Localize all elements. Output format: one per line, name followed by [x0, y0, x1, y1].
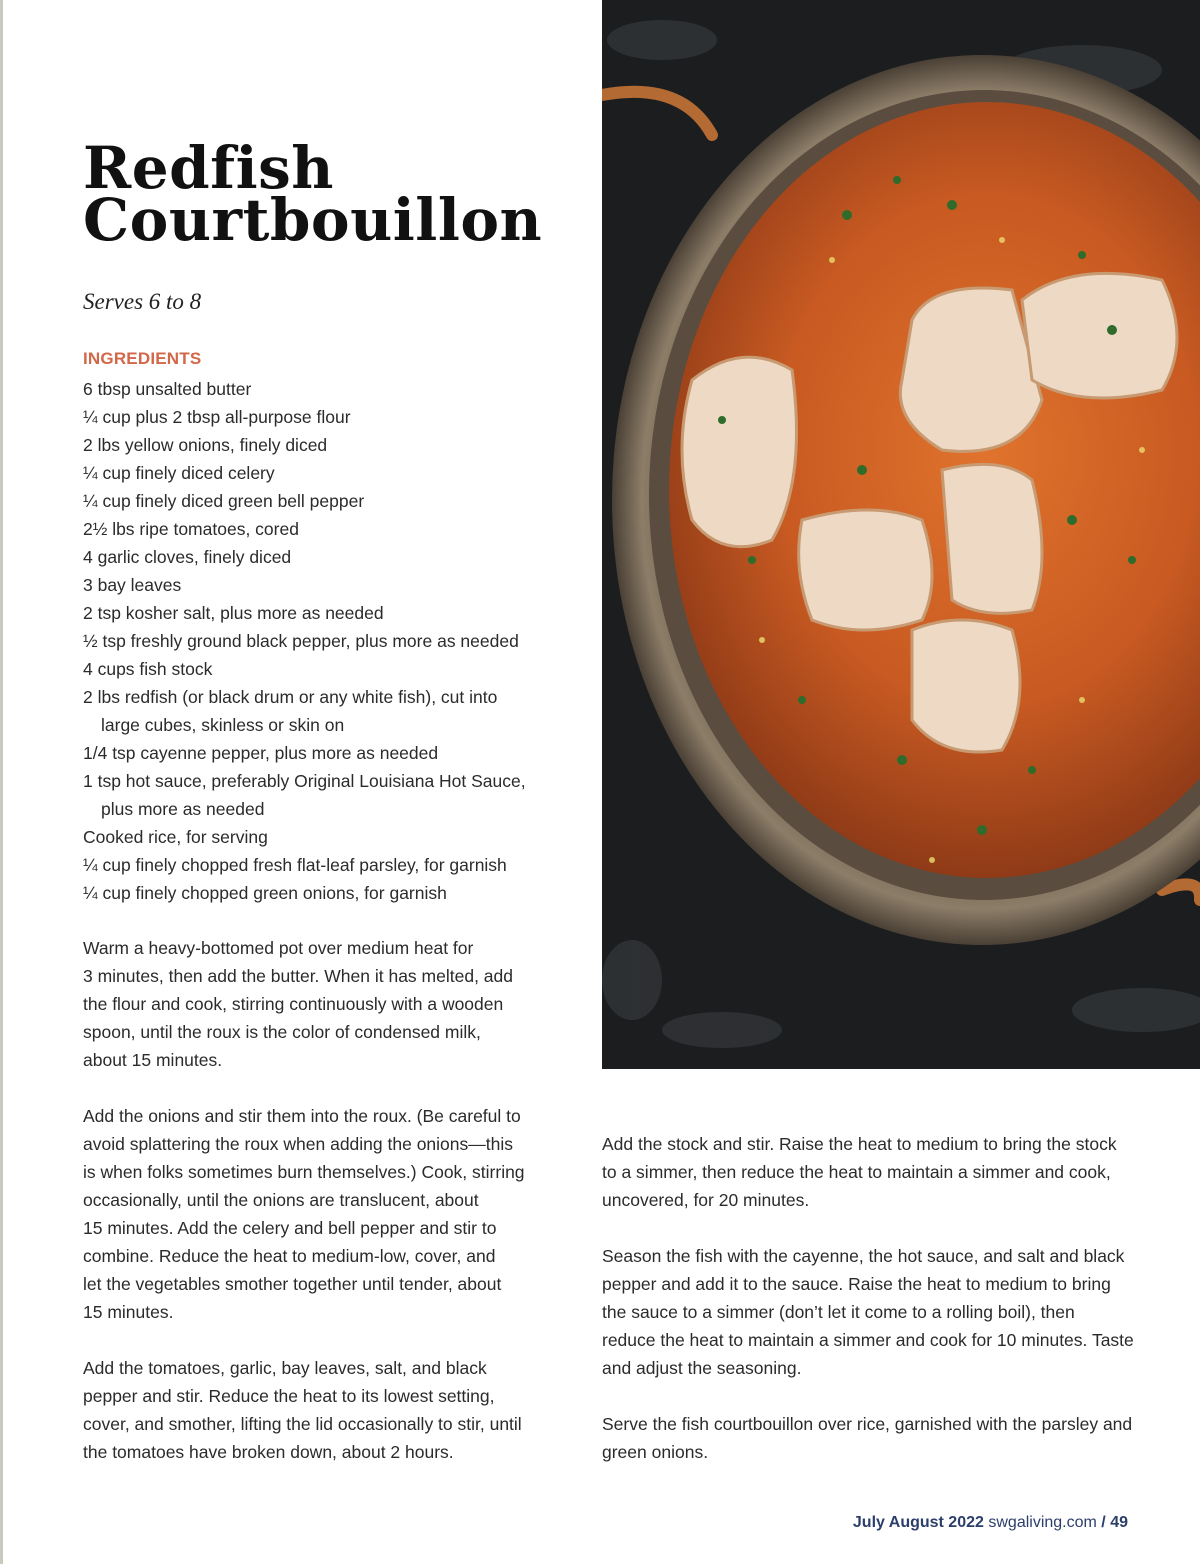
- ingredient-continuation: large cubes, skinless or skin on: [101, 715, 345, 735]
- courtbouillon-photo: [602, 0, 1200, 1069]
- text-line: spoon, until the roux is the color of condensed milk,: [83, 1022, 481, 1042]
- ingredient-item: 4 cups fish stock: [83, 659, 213, 679]
- text-line: 15 minutes.: [83, 1302, 174, 1322]
- ingredient-item: 6 tbsp unsalted butter: [83, 379, 252, 399]
- ingredient-item: 1/4 tsp cayenne pepper, plus more as needed: [83, 743, 439, 763]
- text-line: 3 minutes, then add the butter. When it has melted, add: [83, 966, 513, 986]
- ingredients-list: [83, 375, 553, 907]
- text-line: to a simmer, then reduce the heat to maintain a simmer and cook,: [602, 1162, 1111, 1182]
- ingredient-item: ¼ cup finely diced green bell pepper: [83, 491, 365, 511]
- page-number: 49: [1110, 1514, 1128, 1531]
- text-line: combine. Reduce the heat to medium-low, cover, and: [83, 1246, 496, 1266]
- step-paragraph-serve: [602, 1410, 1162, 1466]
- text-line: is when folks sometimes burn themselves.) Cook, stirring: [83, 1162, 525, 1182]
- ingredient-item: 2 tsp kosher salt, plus more as needed: [83, 603, 384, 623]
- text-line: Season the fish with the cayenne, the hot sauce, and salt and black: [602, 1246, 1125, 1266]
- text-line: let the vegetables smother together until tender, about: [83, 1274, 502, 1294]
- pot-illustration: [602, 0, 1200, 1069]
- text-line: about 15 minutes.: [83, 1050, 223, 1070]
- ingredient-item: 3 bay leaves: [83, 575, 182, 595]
- text-line: green onions.: [602, 1442, 709, 1462]
- text-line: Serve the fish courtbouillon over rice, garnished with the parsley and: [602, 1414, 1133, 1434]
- text-line: 15 minutes. Add the celery and bell pepper and stir to: [83, 1218, 497, 1238]
- ingredient-item: 4 garlic cloves, finely diced: [83, 547, 292, 567]
- text-line: cover, and smother, lifting the lid occasionally to stir, until: [83, 1414, 522, 1434]
- ingredient-item: ½ tsp freshly ground black pepper, plus more as needed: [83, 631, 519, 651]
- text-line: the flour and cook, stirring continuously with a wooden: [83, 994, 504, 1014]
- title-line-1: Redfish: [83, 134, 334, 202]
- ingredients-heading: INGREDIENTS: [83, 349, 202, 368]
- ingredient-item: 2½ lbs ripe tomatoes, cored: [83, 519, 299, 539]
- title-line-2: Courtbouillon: [83, 186, 543, 254]
- text-line: Add the onions and stir them into the roux. (Be careful to: [83, 1106, 521, 1126]
- ingredient-item: 2 lbs yellow onions, finely diced: [83, 435, 328, 455]
- text-line: reduce the heat to maintain a simmer and cook for 10 minutes. Taste: [602, 1330, 1134, 1350]
- text-line: the tomatoes have broken down, about 2 hours.: [83, 1442, 454, 1462]
- text-line: Add the tomatoes, garlic, bay leaves, salt, and black: [83, 1358, 487, 1378]
- ingredient-item: ¼ cup finely diced celery: [83, 463, 275, 483]
- page-footer: [853, 1514, 1128, 1532]
- servings-note: Serves 6 to 8: [83, 289, 202, 314]
- ingredient-item: 1 tsp hot sauce, preferably Original Louisiana Hot Sauce,: [83, 771, 526, 791]
- ingredient-item: 2 lbs redfish (or black drum or any white fish), cut into: [83, 687, 498, 707]
- ingredient-item: ¼ cup plus 2 tbsp all-purpose flour: [83, 407, 351, 427]
- website-link[interactable]: swgaliving.com: [988, 1514, 1097, 1531]
- text-line: Add the stock and stir. Raise the heat to medium to bring the stock: [602, 1134, 1117, 1154]
- text-line: avoid splattering the roux when adding the onions—this: [83, 1134, 513, 1154]
- ingredient-item: ¼ cup finely chopped green onions, for garnish: [83, 883, 447, 903]
- text-line: pepper and stir. Reduce the heat to its lowest setting,: [83, 1386, 495, 1406]
- recipe-title: [83, 134, 583, 254]
- text-line: occasionally, until the onions are translucent, about: [83, 1190, 479, 1210]
- step-paragraph-onions: [83, 1102, 543, 1326]
- ingredient-item: ¼ cup finely chopped fresh flat-leaf parsley, for garnish: [83, 855, 507, 875]
- text-line: Warm a heavy-bottomed pot over medium heat for: [83, 938, 474, 958]
- step-paragraph-fish: [602, 1242, 1162, 1382]
- issue-date: July August 2022: [852, 1514, 984, 1531]
- text-line: pepper and add it to the sauce. Raise the heat to medium to bring: [602, 1274, 1111, 1294]
- ingredient-item-continued: [83, 711, 553, 739]
- text-line: the sauce to a simmer (don’t let it come to a rolling boil), then: [602, 1302, 1075, 1322]
- step-paragraph-tomatoes: [83, 1354, 543, 1466]
- text-line: and adjust the seasoning.: [602, 1358, 802, 1378]
- step-paragraph-stock: [602, 1130, 1162, 1214]
- step-paragraph-roux: [83, 934, 543, 1074]
- page-separator: /: [1101, 1514, 1106, 1531]
- ingredient-continuation: plus more as needed: [101, 799, 265, 819]
- text-line: uncovered, for 20 minutes.: [602, 1190, 810, 1210]
- page-edge-strip: [0, 0, 3, 1564]
- ingredient-item-continued: [83, 795, 553, 823]
- ingredient-item: Cooked rice, for serving: [83, 827, 268, 847]
